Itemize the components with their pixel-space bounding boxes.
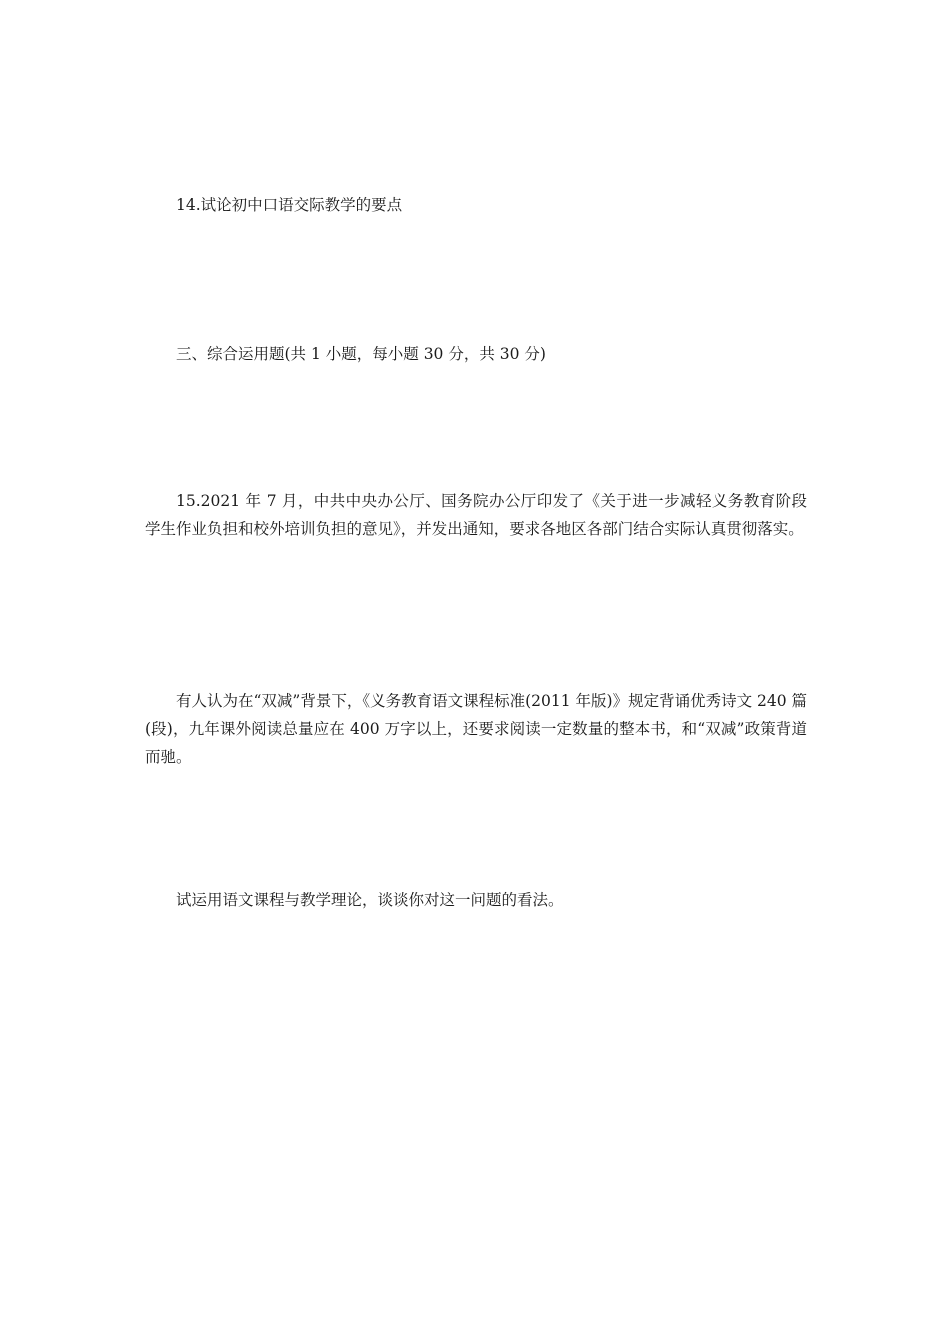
question-15-task: 试运用语文课程与教学理论，谈谈你对这一问题的看法。 (176, 891, 564, 909)
question-15-material: 有人认为在“双减”背景下，《义务教育语文课程标准(2011 年版)》规定背诵优秀诗文 240 篇(段)，九年课外阅读总量应在 400 万字以上，还要求阅读一定数量的整本书，和“双减”政策背道而驰。 (145, 692, 808, 766)
section-3-heading: 三、综合运用题(共 1 小题，每小题 30 分，共 30 分) (176, 345, 546, 363)
question-14: 14.试论初中口语交际教学的要点 (176, 196, 403, 214)
question-15-stem: 15.2021 年 7 月，中共中央办公厅、国务院办公厅印发了《关于进一步减轻义务教育阶段学生作业负担和校外培训负担的意见》，并发出通知，要求各地区各部门结合实际认真贯彻落实。 (145, 492, 807, 538)
